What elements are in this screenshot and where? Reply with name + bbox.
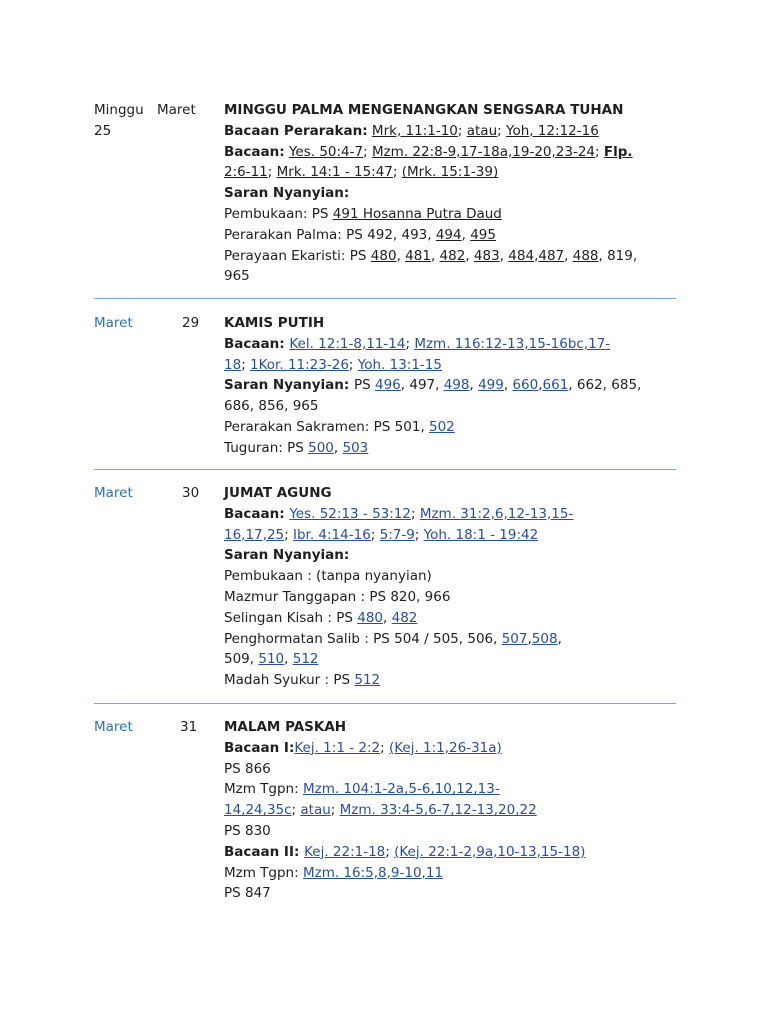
divider [94,298,676,299]
saran-label: Saran Nyanyian: [224,185,350,202]
mzm2-line [224,863,676,884]
song-text: , 662, 685, [568,377,642,394]
song-link[interactable]: 481 [405,247,431,264]
reading-label: Bacaan: [224,505,290,522]
saran-label: Saran Nyanyian: [224,547,350,564]
song-link[interactable]: 483 [473,247,500,264]
reading-link[interactable]: Yes. 50:4-7 [288,143,364,160]
entry-date [94,717,214,737]
separator: , [461,226,471,243]
entry-title: KAMIS PUTIH [224,315,325,331]
song-link[interactable]: 660 [512,377,539,394]
reading-link[interactable]: Mzm. 16:5,8,9-10,11 [302,864,444,881]
song-link[interactable]: 512 [292,651,319,668]
bacaan-readings-cont: 16,17,25; Ibr. 4:14-16; 5:7-9; Yoh. 18:1 - 19:42 [224,526,539,543]
song-link[interactable]: 512 [354,672,381,689]
entry-title: MALAM PASKAH [224,719,347,735]
song-label: Madah Syukur : PS [224,672,355,689]
separator: ; [392,164,402,181]
bacaan-readings: Bacaan: Kel. 12:1-8,11-14; Mzm. 116:12-13,15-16bc,17- [224,335,611,352]
divider [94,469,676,470]
salib-line: Penghormatan Salib : PS 504 / 505, 506, 507,508, [224,630,562,647]
mazmur-line: Mazmur Tanggapan : PS 820, 966 [224,588,451,605]
song-link[interactable]: 498 [443,377,470,394]
reading-link[interactable]: Mrk, 11:1-10 [371,122,458,139]
song-link[interactable]: 480 [370,247,397,264]
reading-link[interactable]: Mzm. 33:4-5,6-7,12-13,20,22 [339,802,537,819]
song-label: Mzm Tgpn: [224,781,303,798]
reading-label: Bacaan: [224,143,285,160]
bacaan-readings-cont: 18; 1Kor. 11:23-26; Yoh. 13:1-15 [224,356,442,373]
sakramen-line [224,417,676,438]
day-number: 25 [94,123,112,139]
bacaan-readings-cont [224,162,676,183]
song-link[interactable]: 503 [342,439,369,456]
reading-link[interactable]: Kej. 22:1-18 [304,843,386,860]
entry-body [224,313,676,459]
reading-label: Bacaan Perarakan: [224,122,368,139]
month: Maret [94,719,133,735]
song-link[interactable]: 510 [258,651,285,668]
separator: , [557,630,562,647]
day-number: 29 [182,315,200,331]
saran-line: Saran Nyanyian: PS 496, 497, 498, 499, 660,661, 662, 685, [224,377,642,394]
bacaan-readings: Bacaan: Yes. 52:13 - 53:12; Mzm. 31:2,6,12-13,15- [224,505,574,522]
entry-date [94,313,214,333]
perarakan-palma-line [224,225,676,246]
reading-link[interactable]: Mrk. 14:1 - 15:47 [276,164,393,181]
madah-line [224,670,676,691]
song-label: Tuguran: PS [224,439,309,456]
song-text: , 497, [400,377,444,394]
reading-link[interactable]: Mzm. 104:1-2a,5-6,10,12,13- [302,781,500,798]
song-link[interactable]: 487 [538,247,565,264]
reading-link[interactable]: Mzm. 31:2,6,12-13,15- [419,505,574,522]
reading-link[interactable]: 1Kor. 11:23-26 [250,356,349,373]
entry-title: MINGGU PALMA MENGENANGKAN SENGSARA TUHAN [224,102,624,118]
song-label: Selingan Kisah : PS [224,609,358,626]
divider [94,703,676,704]
day-number: 30 [182,485,200,501]
song-label: Mzm Tgpn: [224,864,303,881]
day-prefix: Minggu [94,102,144,118]
reading-link[interactable]: (Mrk. 15:1-39) [401,164,499,181]
ps-line: PS 866 [224,760,271,777]
song-label: Perayaan Ekaristi: PS [224,247,371,264]
reading-link[interactable]: Yoh. 13:1-15 [357,356,442,373]
song-link[interactable]: 499 [478,377,504,394]
pembukaan-line: Pembukaan : (tanpa nyanyian) [224,568,432,585]
reading-link[interactable]: 18 [224,356,242,373]
song-link[interactable]: 500 [308,439,334,456]
entry-body [224,100,676,287]
song-prefix: PS [353,377,375,394]
saran-line-cont: 686, 856, 965 [224,398,319,415]
song-link[interactable]: 507 [501,630,528,647]
tuguran-line: Tuguran: PS 500, 503 [224,439,369,456]
song-tail: , 819, [598,247,638,264]
song-link[interactable]: 495 [470,226,496,243]
reading-link[interactable]: 16,17,25 [224,526,285,543]
reading-link[interactable]: Yoh. 18:1 - 19:42 [423,526,539,543]
reading-link[interactable]: Yes. 52:13 - 53:12 [289,505,411,522]
song-text: 509, [224,651,259,668]
month: Maret [94,315,133,331]
bacaan2-line: Bacaan II: Kej. 22:1-18; (Kej. 22:1-2,9a,10-13,15-18) [224,843,586,860]
selingan-line: Selingan Kisah : PS 480, 482 [224,609,418,626]
ekaristi-line: Perayaan Ekaristi: PS 480, 481, 482, 483, 484,487, 488, 819, [224,247,638,264]
reading-link[interactable]: atau [300,802,331,819]
month: Maret [157,102,196,118]
song-label: Perarakan Sakramen: PS 501, [224,418,429,435]
song-label: Perarakan Palma: PS 492, 493, [224,226,436,243]
song-link[interactable]: 482 [391,609,418,626]
ps-line: PS 847 [224,885,271,902]
reading-label: Bacaan I: [224,739,295,756]
reading-link[interactable]: 14,24,35c [224,802,292,819]
saran-label: Saran Nyanyian: [224,377,354,394]
reading-link[interactable]: 2:6-11 [224,164,268,181]
ps-line: PS 830 [224,822,271,839]
perarakan-readings [224,121,676,142]
reading-label: Bacaan II: [224,843,305,860]
entry-body [224,483,676,691]
song-link[interactable]: 488 [572,247,599,264]
entry-date [94,483,214,503]
reading-label: Bacaan: [224,335,290,352]
separator: ; [457,122,467,139]
song-link[interactable]: 508 [531,630,558,647]
reading-link[interactable]: Flp. [603,143,633,160]
separator: ; [363,143,372,160]
song-link[interactable]: 496 [375,377,401,394]
song-link[interactable]: 484 [508,247,535,264]
entry-date [94,100,214,139]
song-label: Penghormatan Salib : PS 504 / 505, 506, [224,630,502,647]
song-link[interactable]: 494 [435,226,462,243]
separator: ; [497,122,506,139]
pembukaan-line [224,204,676,225]
day-number: 31 [180,719,198,735]
song-link[interactable]: 480 [357,609,384,626]
reading-link[interactable]: (Kej. 22:1-2,9a,10-13,15-18) [394,843,586,860]
separator: ; [267,164,277,181]
reading-link[interactable]: Yoh, 12:12-16 [505,122,599,139]
song-label: Pembukaan: PS [224,205,333,222]
separator: ; [595,143,604,160]
song-link[interactable]: 491 Hosanna Putra Daud [332,205,502,222]
entry-title: JUMAT AGUNG [224,485,332,501]
ekaristi-line-cont: 965 [224,268,250,285]
reading-link[interactable]: Mzm. 22:8-9,17-18a,19-20,23-24 [371,143,596,160]
reading-link[interactable]: Kej. 1:1 - 2:2 [294,739,381,756]
song-link[interactable]: 502 [429,418,455,435]
song-link[interactable]: 482 [439,247,466,264]
reading-link[interactable]: 5:7-9 [379,526,415,543]
reading-link[interactable]: Ibr. 4:14-16 [292,526,371,543]
mzm1-line-cont: 14,24,35c; atau; Mzm. 33:4-5,6-7,12-13,20,22 [224,802,537,819]
bacaan-readings [224,142,676,163]
reading-link[interactable]: atau [466,122,498,139]
song-link[interactable]: 661 [542,377,569,394]
salib-line-cont: 509, 510, 512 [224,651,319,668]
month: Maret [94,485,133,501]
reading-link[interactable]: (Kej. 1:1,26-31a) [388,739,502,756]
mzm1-line [224,779,676,800]
bacaan1-line: Bacaan I:Kej. 1:1 - 2:2; (Kej. 1:1,26-31a) [224,739,502,756]
reading-link[interactable]: Mzm. 116:12-13,15-16bc,17- [414,335,611,352]
reading-link[interactable]: Kel. 12:1-8,11-14 [289,335,406,352]
entry-body [224,717,676,904]
